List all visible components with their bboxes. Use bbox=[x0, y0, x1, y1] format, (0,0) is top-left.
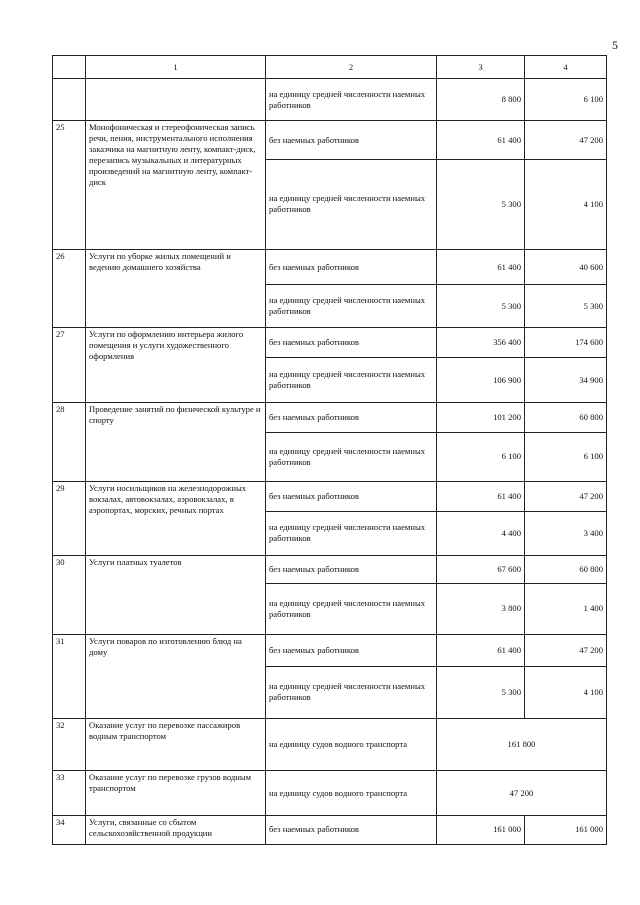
table-row bbox=[53, 719, 607, 771]
value-col-4: 174 600 bbox=[525, 327, 607, 357]
service-name: Услуги по уборке жилых помещений и ведению домашнего хозяйства bbox=[86, 250, 266, 327]
service-name bbox=[86, 79, 266, 121]
value-col-3: 67 600 bbox=[437, 556, 525, 584]
header-cell-2: 2 bbox=[266, 56, 437, 79]
value-col-4: 161 000 bbox=[525, 815, 607, 844]
table-row bbox=[53, 556, 607, 584]
value-col-3: 356 400 bbox=[437, 327, 525, 357]
value-col-4: 6 100 bbox=[525, 79, 607, 121]
row-number: 31 bbox=[53, 634, 86, 719]
header-cell-1: 1 bbox=[86, 56, 266, 79]
value-col-3: 106 900 bbox=[437, 357, 525, 402]
service-name: Оказание услуг по перевозке пассажиров водным транспортом bbox=[86, 719, 266, 771]
merged-value: 161 800 bbox=[437, 719, 607, 771]
service-name: Проведение занятий по физической культуре и спорту bbox=[86, 403, 266, 481]
value-col-4: 47 200 bbox=[525, 634, 607, 666]
value-col-4: 60 800 bbox=[525, 403, 607, 433]
value-col-3: 6 100 bbox=[437, 433, 525, 481]
value-col-4: 6 100 bbox=[525, 433, 607, 481]
row-number: 34 bbox=[53, 815, 86, 844]
value-col-4: 4 100 bbox=[525, 159, 607, 250]
value-col-4: 47 200 bbox=[525, 481, 607, 511]
row-number: 32 bbox=[53, 719, 86, 771]
rate-basis: без наемных работников bbox=[266, 121, 437, 159]
value-col-4: 3 400 bbox=[525, 511, 607, 555]
value-col-4: 5 300 bbox=[525, 285, 607, 327]
value-col-3: 8 800 bbox=[437, 79, 525, 121]
rate-basis: без наемных работников bbox=[266, 481, 437, 511]
value-col-3: 101 200 bbox=[437, 403, 525, 433]
value-col-4: 40 600 bbox=[525, 250, 607, 285]
row-number: 30 bbox=[53, 556, 86, 634]
service-name: Услуги, связанные со сбытом сельскохозяйственной продукции bbox=[86, 815, 266, 844]
header-cell-3: 3 bbox=[437, 56, 525, 79]
row-number: 28 bbox=[53, 403, 86, 481]
rate-basis: на единицу судов водного транспорта bbox=[266, 771, 437, 815]
rate-basis: без наемных работников bbox=[266, 403, 437, 433]
service-name: Услуги платных туалетов bbox=[86, 556, 266, 634]
table-row bbox=[53, 250, 607, 285]
rate-basis: без наемных работников bbox=[266, 556, 437, 584]
value-col-4: 4 100 bbox=[525, 666, 607, 718]
value-col-3: 61 400 bbox=[437, 481, 525, 511]
value-col-3: 5 300 bbox=[437, 285, 525, 327]
value-col-4: 60 800 bbox=[525, 556, 607, 584]
table-row bbox=[53, 481, 607, 511]
service-name: Услуги поваров по изготовлению блюд на дому bbox=[86, 634, 266, 719]
value-col-3: 3 800 bbox=[437, 584, 525, 634]
table-row bbox=[53, 634, 607, 666]
rate-basis: на единицу средней численности наемных работников bbox=[266, 511, 437, 555]
rate-basis: на единицу средней численности наемных работников bbox=[266, 79, 437, 121]
rate-basis: без наемных работников bbox=[266, 327, 437, 357]
table-row bbox=[53, 403, 607, 433]
rate-basis: на единицу средней численности наемных работников bbox=[266, 357, 437, 402]
row-number: 29 bbox=[53, 481, 86, 555]
value-col-3: 161 000 bbox=[437, 815, 525, 844]
table-row bbox=[53, 79, 607, 121]
merged-value: 47 200 bbox=[437, 771, 607, 815]
service-name: Монофоническая и стереофоническая запись речи, пения, инструментального исполнения заказчика на магнитную ленту, компакт-диск, перезапись музыкальных и литературных произведений на магнитную ленту, компакт-диск bbox=[86, 121, 266, 250]
rate-basis: на единицу средней численности наемных работников bbox=[266, 433, 437, 481]
rate-basis: без наемных работников bbox=[266, 634, 437, 666]
row-number: 27 bbox=[53, 327, 86, 402]
row-number bbox=[53, 79, 86, 121]
value-col-4: 47 200 bbox=[525, 121, 607, 159]
table-header-row bbox=[53, 56, 607, 79]
rate-basis: на единицу средней численности наемных работников bbox=[266, 666, 437, 718]
value-col-3: 5 300 bbox=[437, 159, 525, 250]
rate-basis: на единицу средней численности наемных работников bbox=[266, 285, 437, 327]
service-name: Услуги по оформлению интерьера жилого помещения и услуги художественного оформления bbox=[86, 327, 266, 402]
row-number: 33 bbox=[53, 771, 86, 815]
header-cell-0 bbox=[53, 56, 86, 79]
rate-basis: без наемных работников bbox=[266, 815, 437, 844]
page-number: 5 bbox=[612, 38, 618, 52]
header-cell-4: 4 bbox=[525, 56, 607, 79]
rate-basis: на единицу средней численности наемных работников bbox=[266, 584, 437, 634]
rate-basis: на единицу средней численности наемных работников bbox=[266, 159, 437, 250]
value-col-3: 61 400 bbox=[437, 121, 525, 159]
table-row bbox=[53, 815, 607, 844]
value-col-3: 4 400 bbox=[437, 511, 525, 555]
table-row bbox=[53, 121, 607, 159]
service-name: Оказание услуг по перевозке грузов водным транспортом bbox=[86, 771, 266, 815]
service-name: Услуги носильщиков на железнодорожных вокзалах, автовокзалах, аэровокзалах, в аэропортах, морских, речных портах bbox=[86, 481, 266, 555]
table-row bbox=[53, 327, 607, 357]
value-col-3: 61 400 bbox=[437, 250, 525, 285]
value-col-3: 61 400 bbox=[437, 634, 525, 666]
tax-rates-table bbox=[52, 55, 607, 845]
value-col-4: 34 900 bbox=[525, 357, 607, 402]
value-col-4: 1 400 bbox=[525, 584, 607, 634]
rate-basis: на единицу судов водного транспорта bbox=[266, 719, 437, 771]
table-row bbox=[53, 771, 607, 815]
row-number: 26 bbox=[53, 250, 86, 327]
value-col-3: 5 300 bbox=[437, 666, 525, 718]
rate-basis: без наемных работников bbox=[266, 250, 437, 285]
row-number: 25 bbox=[53, 121, 86, 250]
